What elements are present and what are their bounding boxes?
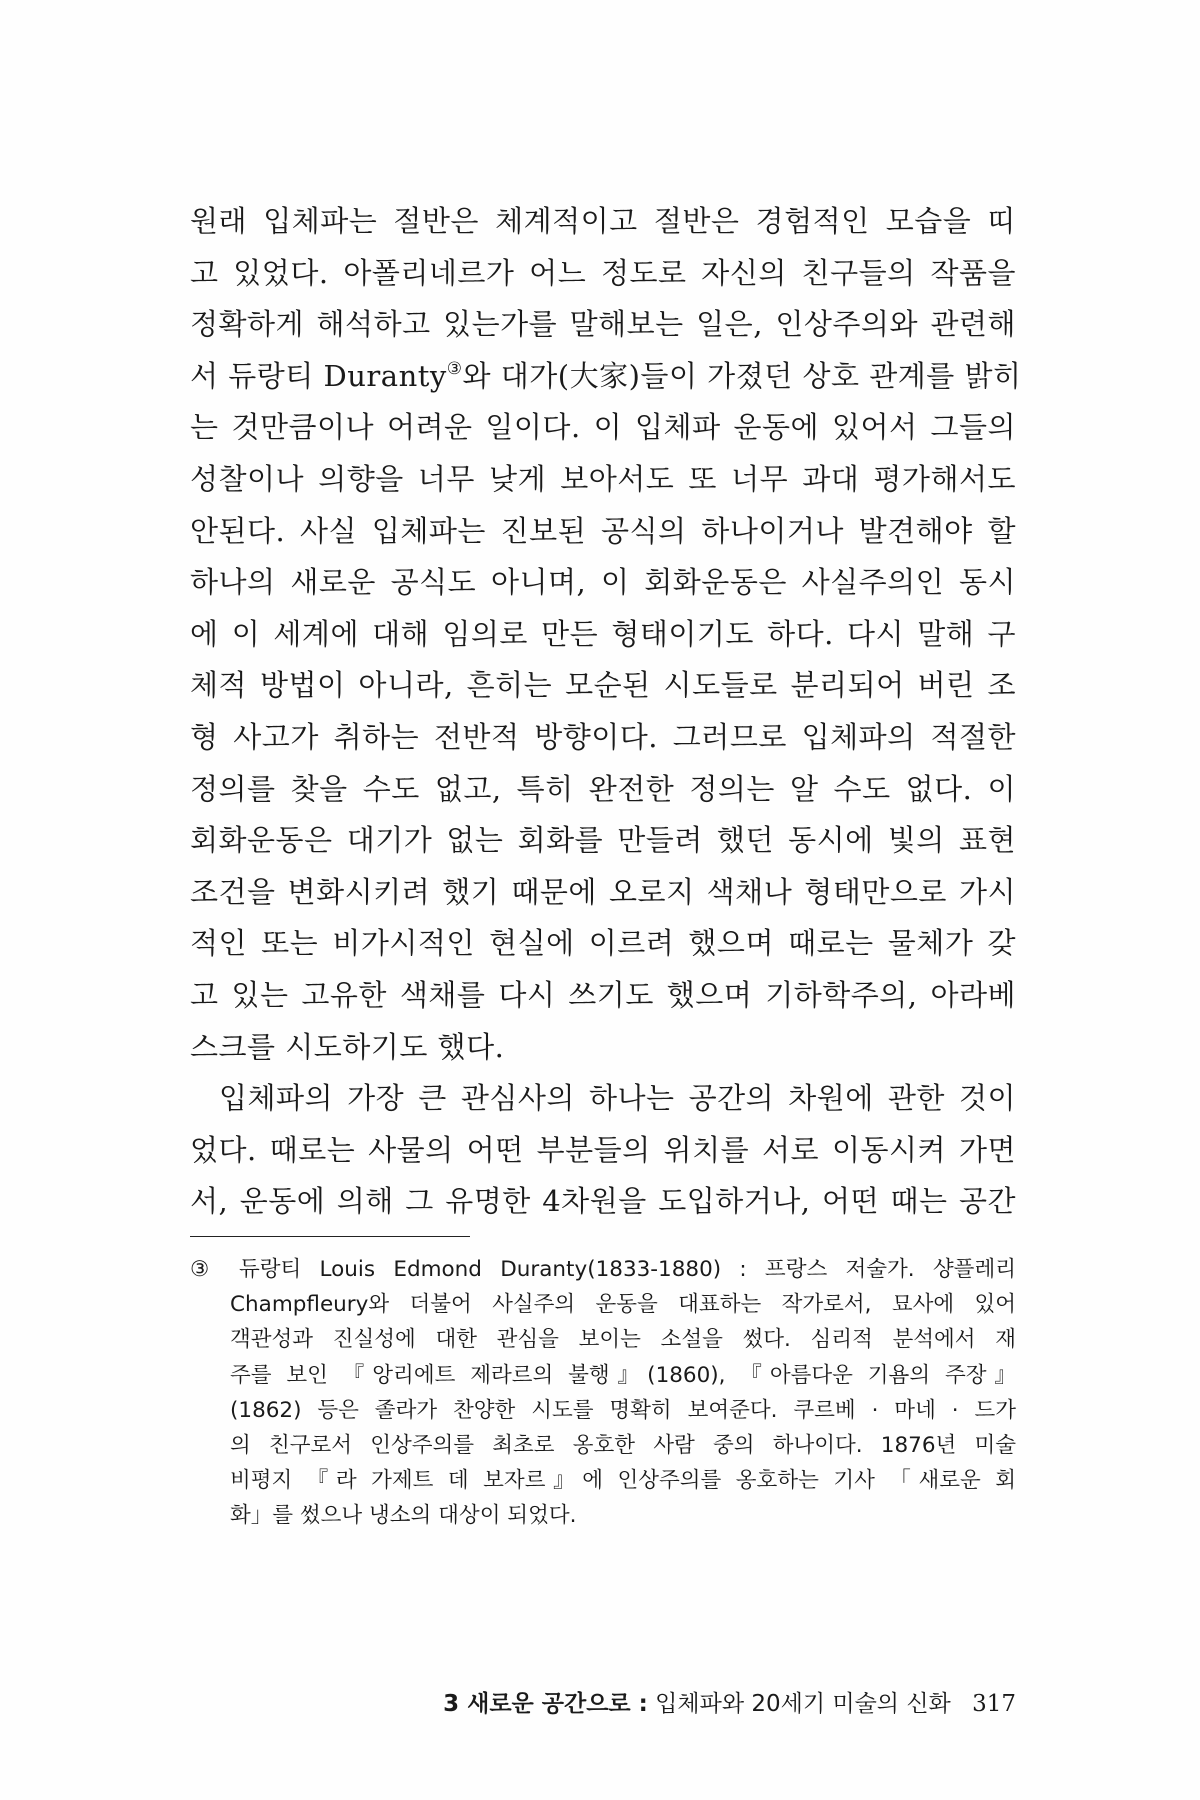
footnote-line-2: Champfleury와 더불어 사실주의 운동을 대표하는 작가로서, 묘사에 있어 (230, 1292, 1016, 1318)
footnote-line-3: 객관성과 진실성에 대한 관심을 보이는 소설을 썼다. 심리적 분석에서 재 (230, 1327, 1016, 1353)
body-line-16: 고 있는 고유한 색채를 다시 쓰기도 했으며 기하학주의, 아라베 (190, 977, 1016, 1012)
body-line-17: 스크를 시도하기도 했다. (190, 1029, 505, 1064)
footnote-line-8: 화」를 썼으나 냉소의 대상이 되었다. (230, 1503, 577, 1529)
body-line-4-end: 와 대가(大家)들이 가졌던 상호 관계를 밝히 (462, 358, 1022, 393)
footer-subtitle: 입체파와 20세기 미술의 신화 (655, 1691, 951, 1717)
footnote-line-4: 주를 보인 『앙리에트 제라르의 불행』(1860), 『아름다운 기욤의 주장』 (230, 1362, 1016, 1388)
body-line-5: 는 것만큼이나 어려운 일이다. 이 입체파 운동에 있어서 그들의 (190, 410, 1016, 445)
body-line-9: 에 이 세계에 대해 임의로 만든 형태이기도 하다. 다시 말해 구 (190, 616, 1016, 651)
body-line-8: 하나의 새로운 공식도 아니며, 이 회화운동은 사실주의인 동시 (190, 565, 1016, 600)
body-line-7: 안된다. 사실 입체파는 진보된 공식의 하나이거나 발견해야 할 (190, 513, 1016, 548)
body-line-4-start: 서 듀랑티 Duranty (190, 358, 447, 393)
body-line-15: 적인 또는 비가시적인 현실에 이르려 했으며 때로는 물체가 갖 (190, 926, 1016, 961)
footnote-line-1: ③ 듀랑티 Louis Edmond Duranty(1833-1880) : 프랑스 저술가. 샹플레리 (190, 1257, 1016, 1282)
footnote-line-6: 의 친구로서 인상주의를 최초로 옹호한 사람 중의 하나이다. 1876년 미술 (230, 1432, 1016, 1458)
footer-chapter: 3 새로운 공간으로 : (443, 1691, 648, 1717)
body-line-14: 조건을 변화시키려 했기 때문에 오로지 색채나 형태만으로 가시 (190, 874, 1016, 909)
body-line-4 (190, 351, 1022, 403)
body-line-6: 성찰이나 의향을 너무 낮게 보아서도 또 너무 과대 평가해서도 (190, 461, 1016, 496)
body-line-12: 정의를 찾을 수도 없고, 특히 완전한 정의는 알 수도 없다. 이 (190, 771, 1016, 806)
page-number: 317 (972, 1691, 1016, 1717)
body-line-20: 서, 운동에 의해 그 유명한 4차원을 도입하거나, 어떤 때는 공간 (190, 1184, 1016, 1219)
footnote-reference: ③ (446, 358, 463, 379)
footnote-line-5: (1862) 등은 졸라가 찬양한 시도를 명확히 보여준다. 쿠르베 · 마네 · 드가 (230, 1397, 1016, 1423)
body-line-3: 정확하게 해석하고 있는가를 말해보는 일은, 인상주의와 관련해 (190, 307, 1016, 342)
body-line-2: 고 있었다. 아폴리네르가 어느 정도로 자신의 친구들의 작품을 (190, 255, 1016, 290)
body-line-18: 입체파의 가장 큰 관심사의 하나는 공간의 차원에 관한 것이 (219, 1081, 1016, 1116)
body-text (190, 196, 1022, 1228)
body-line-19: 었다. 때로는 사물의 어떤 부분들의 위치를 서로 이동시켜 가면 (190, 1132, 1016, 1167)
footnote-line-7: 비평지 『라 가제트 데 보자르』에 인상주의를 옹호하는 기사 「새로운 회 (230, 1468, 1016, 1494)
body-line-1: 원래 입체파는 절반은 체계적이고 절반은 경험적인 모습을 띠 (190, 204, 1016, 238)
running-footer (420, 1685, 1016, 1718)
body-line-11: 형 사고가 취하는 전반적 방향이다. 그러므로 입체파의 적절한 (190, 719, 1016, 754)
footnote-divider (190, 1236, 470, 1237)
body-line-10: 체적 방법이 아니라, 흔히는 모순된 시도들로 분리되어 버린 조 (190, 668, 1016, 703)
footnote (190, 1252, 1016, 1534)
body-line-13: 회화운동은 대기가 없는 회화를 만들려 했던 동시에 빛의 표현 (190, 823, 1016, 858)
